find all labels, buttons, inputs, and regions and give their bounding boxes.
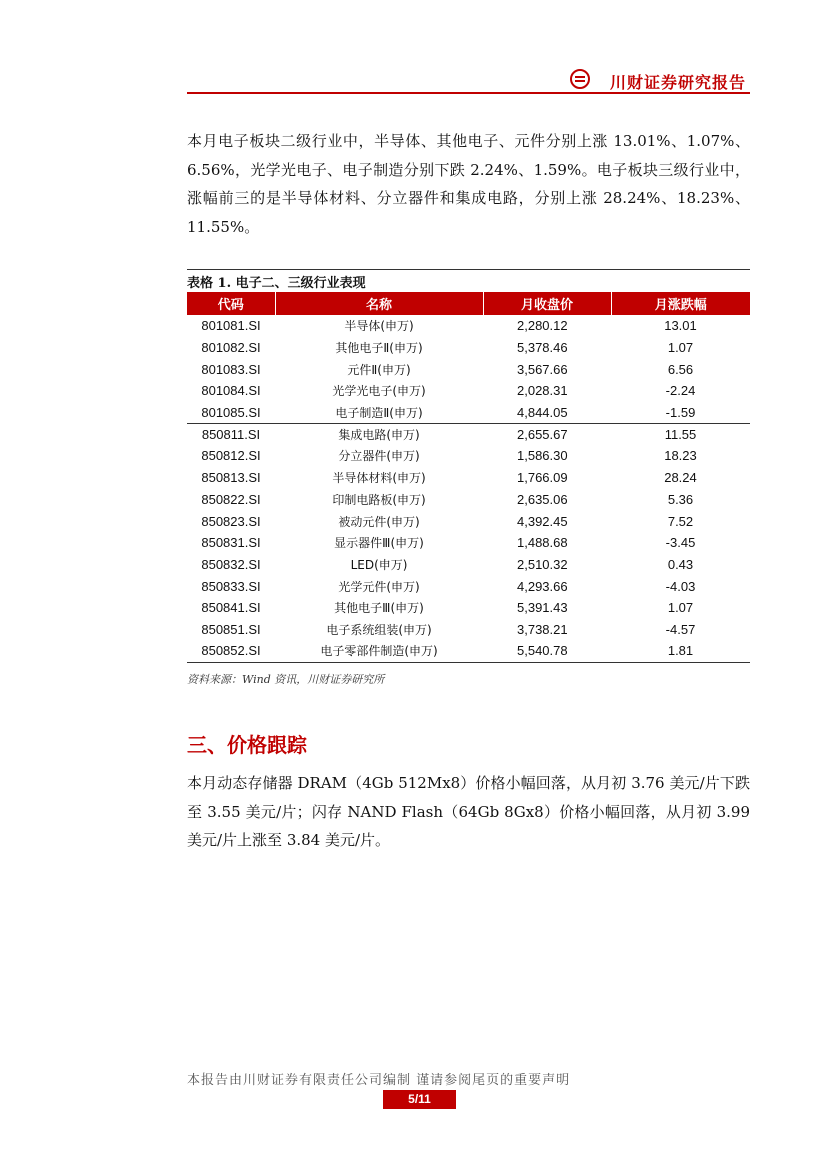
cell-code: 850833.SI <box>201 578 261 594</box>
cell-close: 4,844.05 <box>483 402 611 424</box>
cell-change: -4.03 <box>665 578 696 594</box>
cell-code: 850852.SI <box>187 640 275 662</box>
cell-close: 2,510.32 <box>517 556 568 572</box>
cell-name: 半导体(申万) <box>344 319 414 334</box>
header-change: 月涨跌幅 <box>611 292 750 315</box>
cell-code: 850841.SI <box>201 600 261 616</box>
header-divider <box>187 92 750 94</box>
cell-name: 半导体材料(申万) <box>332 471 426 486</box>
table-row <box>187 467 750 489</box>
cell-close: 4,392.45 <box>517 513 568 529</box>
table-row <box>187 532 750 554</box>
table-row <box>187 619 750 641</box>
cell-name: 电子系统组装(申万) <box>326 622 432 637</box>
cell-code: 850812.SI <box>201 448 261 464</box>
cell-change: 1.07 <box>667 340 694 356</box>
cell-change: -2.24 <box>665 383 696 399</box>
table-source: 资料来源：Wind 资讯，川财证券研究所 <box>187 673 385 686</box>
industry-performance-table <box>187 292 750 663</box>
table-row <box>187 402 750 424</box>
table-top-divider <box>187 269 750 270</box>
cell-close: 4,293.66 <box>517 578 568 594</box>
cell-name: 光学元件(申万) <box>338 579 420 594</box>
footer-disclaimer: 本报告由川财证券有限责任公司编制 谨请参阅尾页的重要声明 <box>187 1073 571 1088</box>
cell-change: 6.56 <box>667 361 694 377</box>
cell-name: 被动元件(申万) <box>338 514 420 529</box>
cell-change: 13.01 <box>664 318 697 334</box>
cell-close: 1,766.09 <box>517 470 568 486</box>
table-row <box>187 445 750 467</box>
cell-name: 集成电路(申万) <box>338 428 420 443</box>
table-row <box>187 554 750 576</box>
price-tracking-paragraph: 本月动态存储器 DRAM（4Gb 512Mx8）价格小幅回落，从月初 3.76 美元/片下跌至 3.55 美元/片；闪存 NAND Flash（64Gb 8Gx8）价格小幅回落，从月初 3.99 美元/片上涨至 3.84 美元/片。 <box>187 774 750 849</box>
cell-change: -1.59 <box>611 402 750 424</box>
table-row <box>187 575 750 597</box>
cell-code: 850831.SI <box>201 535 261 551</box>
header-name: 名称 <box>275 292 483 315</box>
cell-code: 850851.SI <box>201 621 261 637</box>
cell-code: 850832.SI <box>201 556 261 572</box>
cell-close: 3,567.66 <box>517 361 568 377</box>
cell-change: 18.23 <box>664 448 697 464</box>
cell-code: 850823.SI <box>201 513 261 529</box>
cell-change: 1.81 <box>611 640 750 662</box>
report-header <box>187 64 750 94</box>
table-row <box>187 640 750 662</box>
cell-name: 其他电子Ⅱ(申万) <box>335 341 423 356</box>
cell-close: 2,655.67 <box>517 427 568 443</box>
table-header-row <box>187 292 750 315</box>
cell-change: 5.36 <box>667 491 694 507</box>
cell-change: -4.57 <box>665 621 696 637</box>
cell-close: 1,586.30 <box>517 448 568 464</box>
table-row <box>187 315 750 337</box>
cell-name: 元件Ⅱ(申万) <box>347 362 411 377</box>
cell-close: 2,028.31 <box>517 383 568 399</box>
cell-code: 801082.SI <box>201 340 261 356</box>
cell-change: 28.24 <box>664 470 697 486</box>
cell-name: 显示器件Ⅲ(申万) <box>334 536 424 551</box>
cell-change: 7.52 <box>667 513 694 529</box>
cell-change: 11.55 <box>664 427 697 443</box>
header-close: 月收盘价 <box>483 292 611 315</box>
cell-name: LED(申万) <box>350 557 408 572</box>
table-row <box>187 510 750 532</box>
cell-name: 其他电子Ⅲ(申万) <box>334 601 424 616</box>
cell-name: 分立器件(申万) <box>338 449 420 464</box>
cell-close: 1,488.68 <box>517 535 568 551</box>
cell-code: 850811.SI <box>201 427 261 443</box>
cell-change: 1.07 <box>667 600 694 616</box>
cell-name: 电子零部件制造(申万) <box>275 640 483 662</box>
table-title: 表格 1. 电子二、三级行业表现 <box>187 276 366 291</box>
cell-code: 801084.SI <box>201 383 261 399</box>
table-row <box>187 380 750 402</box>
cell-close: 5,540.78 <box>483 640 611 662</box>
table-row <box>187 358 750 380</box>
table-row <box>187 597 750 619</box>
cell-close: 5,378.46 <box>517 340 568 356</box>
cell-code: 850813.SI <box>201 470 261 486</box>
table-row <box>187 423 750 445</box>
cell-code: 801081.SI <box>201 318 261 334</box>
table-row <box>187 489 750 511</box>
cell-close: 2,635.06 <box>517 491 568 507</box>
header-code: 代码 <box>187 292 275 315</box>
cell-code: 801085.SI <box>187 402 275 424</box>
cell-close: 5,391.43 <box>517 600 568 616</box>
company-logo-icon <box>570 69 590 89</box>
cell-change: 0.43 <box>667 556 694 572</box>
intro-paragraph: 本月电子板块二级行业中，半导体、其他电子、元件分别上涨 13.01%、1.07%、6.56%，光学光电子、电子制造分别下跌 2.24%、1.59%。电子板块三级行业中，涨幅前三的是半导体材料、分立器件和集成电路，分别上涨 28.24%、18.23%、11.55%。 <box>187 132 750 236</box>
section-heading: 三、价格跟踪 <box>187 733 307 757</box>
cell-code: 801083.SI <box>201 361 261 377</box>
cell-close: 3,738.21 <box>517 621 568 637</box>
header-title: 川财证券研究报告 <box>609 73 746 92</box>
page-number: 5/11 <box>383 1090 456 1109</box>
cell-change: -3.45 <box>665 535 696 551</box>
cell-name: 电子制造Ⅱ(申万) <box>275 402 483 424</box>
cell-name: 印制电路板(申万) <box>332 492 426 507</box>
cell-code: 850822.SI <box>201 491 261 507</box>
table-row <box>187 337 750 359</box>
cell-name: 光学光电子(申万) <box>332 384 426 399</box>
cell-close: 2,280.12 <box>517 318 568 334</box>
